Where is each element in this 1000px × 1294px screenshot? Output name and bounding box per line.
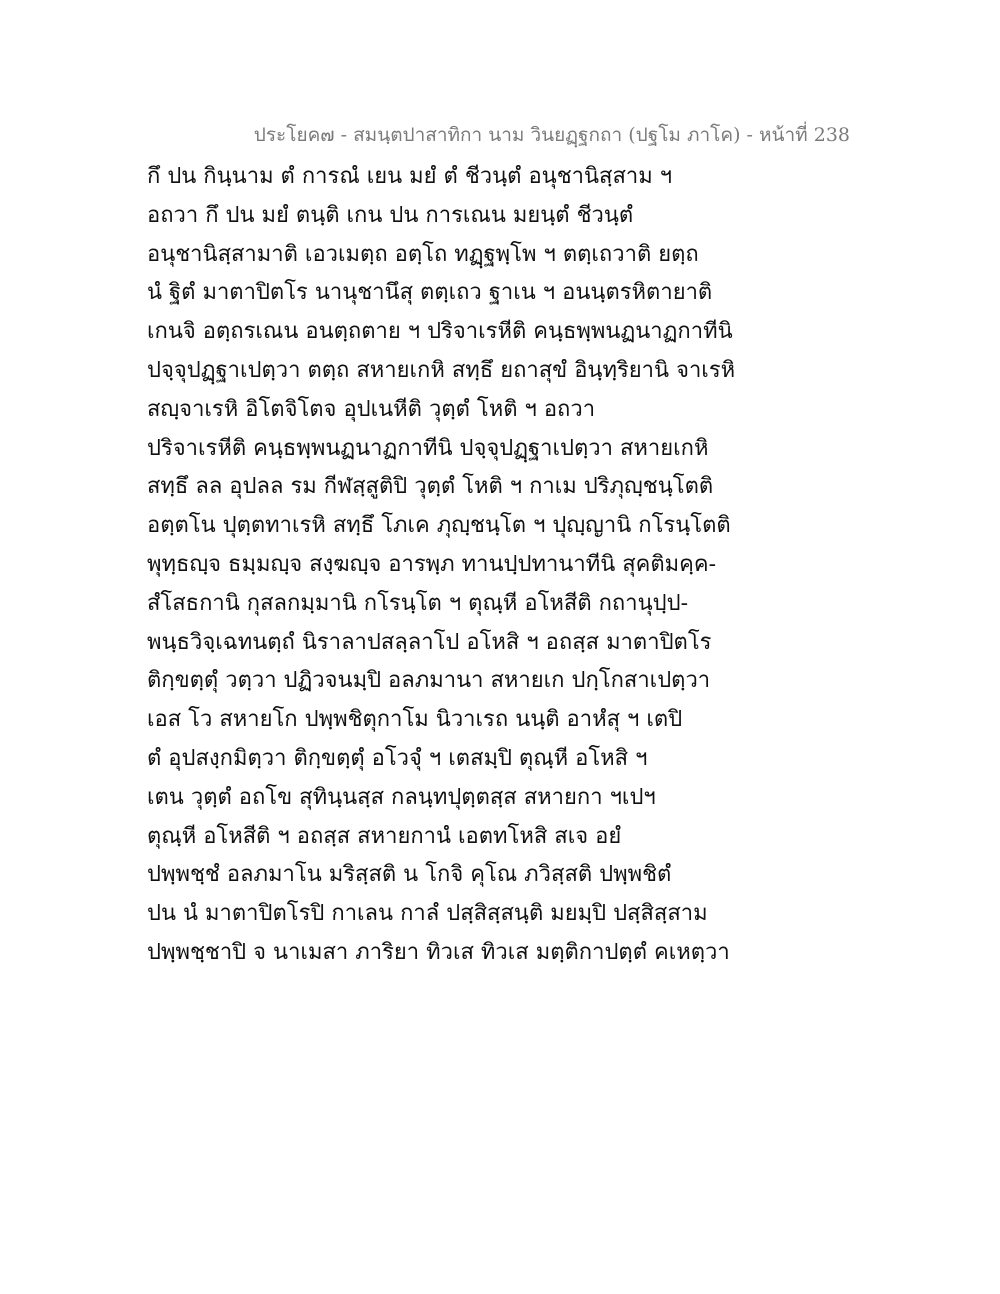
text-line: ติกฺขตฺตุํ วตฺวา ปฏิวจนมฺปิ อลภมานา สหายเก ปกฺโกสาเปตฺวา xyxy=(147,668,711,694)
text-line: ปจฺจุปฏฺฐาเปตฺวา ตตฺถ สหายเกหิ สทฺธึ ยถาสุขํ อินฺทฺริยานิ จาเรหิ xyxy=(147,357,736,383)
running-header: ประโยค๗ - สมนฺตปาสาทิกา นาม วินยฏฺฐกถา (ปฐโม ภาโค) - หน้าที่ 238 xyxy=(253,124,850,146)
text-line: สญฺจาเรหิ อิโตจิโตจ อุปเนหีติ วุตฺตํ โหติ ฯ อถวา xyxy=(147,396,596,422)
text-line: ปน นํ มาตาปิตโรปิ กาเลน กาลํ ปสฺสิสฺสนฺติ มยมฺปิ ปสฺสิสฺสาม xyxy=(147,901,708,927)
text-line: เอส โว สหายโก ปพฺพชิตุกาโม นิวาเรถ นนฺติ อาหํสุ ฯ เตปิ xyxy=(147,707,683,733)
text-line: พุทฺธญฺจ ธมฺมญฺจ สงฺฆญฺจ อารพฺภ ทานปฺปทานาทีนิ สุคติมคฺค- xyxy=(147,551,717,577)
text-line: นํ ฐิตํ มาตาปิตโร นานุชานึสุ ตตฺเถว ฐาเน ฯ อนนฺตรหิตายาติ xyxy=(147,280,713,306)
text-line: กึ ปน กินฺนาม ตํ การณํ เยน มยํ ตํ ชีวนฺตํ อนุชานิสฺสาม ฯ xyxy=(147,164,673,189)
text-line: ปพฺพชฺชาปิ จ นาเมสา ภาริยา ทิวเส ทิวเส มตฺติกาปตฺตํ คเหตฺวา xyxy=(147,939,730,965)
text-line: ปพฺพชฺชํ อลภมาโน มริสฺสติ น โกจิ คุโณ ภวิสฺสติ ปพฺพชิตํ xyxy=(147,862,672,888)
text-line: อตฺตโน ปุตฺตทาเรหิ สทฺธึ โภเค ภุญฺชนฺโต ฯ ปุญฺญานิ กโรนฺโตติ xyxy=(147,513,731,539)
text-line: ตํ อุปสงฺกมิตฺวา ติกฺขตฺตุํ อโวจุํ ฯ เตสมฺปิ ตุณฺหี อโหสิ ฯ xyxy=(147,745,648,771)
text-line: สํโสธกานิ กุสลกมฺมานิ กโรนฺโต ฯ ตุณฺหี อโหสีติ กถานุปฺป- xyxy=(147,590,689,616)
text-line: เตน วุตฺตํ อถโข สุทินฺนสฺส กลนฺทปุตฺตสฺส สหายกา ฯเปฯ xyxy=(147,784,656,810)
text-line: พนฺธวิจฺเฉทนตฺถํ นิราลาปสลฺลาโป อโหสิ ฯ อถสฺส มาตาปิตโร xyxy=(147,629,712,655)
text-line: ตุณฺหี อโหสีติ ฯ อถสฺส สหายกานํ เอตทโหสิ สเจ อยํ xyxy=(147,823,622,849)
body-text xyxy=(147,158,867,973)
text-line: ปริจาเรหีติ คนฺธพฺพนฏนาฏกาทีนิ ปจฺจุปฏฺฐาเปตฺวา สหายเกหิ xyxy=(147,435,709,461)
text-line: เกนจิ อตฺถรเณน อนตฺถตาย ฯ ปริจาเรหีติ คนฺธพฺพนฏนาฏกาทีนิ xyxy=(147,319,733,345)
text-line: อถวา กึ ปน มยํ ตนฺติ เกน ปน การเณน มยนฺตํ ชีวนฺตํ xyxy=(147,202,634,228)
text-line: อนุชานิสฺสามาติ เอวเมตฺถ อตฺโถ ทฏฺฐพฺโพ ฯ ตตฺเถวาติ ยตฺถ xyxy=(147,241,699,267)
text-line: สทฺธึ ลล อุปลล รม กีฬสฺสูติปิ วุตฺตํ โหติ ฯ กาเม ปริภุญฺชนฺโตติ xyxy=(147,474,714,500)
